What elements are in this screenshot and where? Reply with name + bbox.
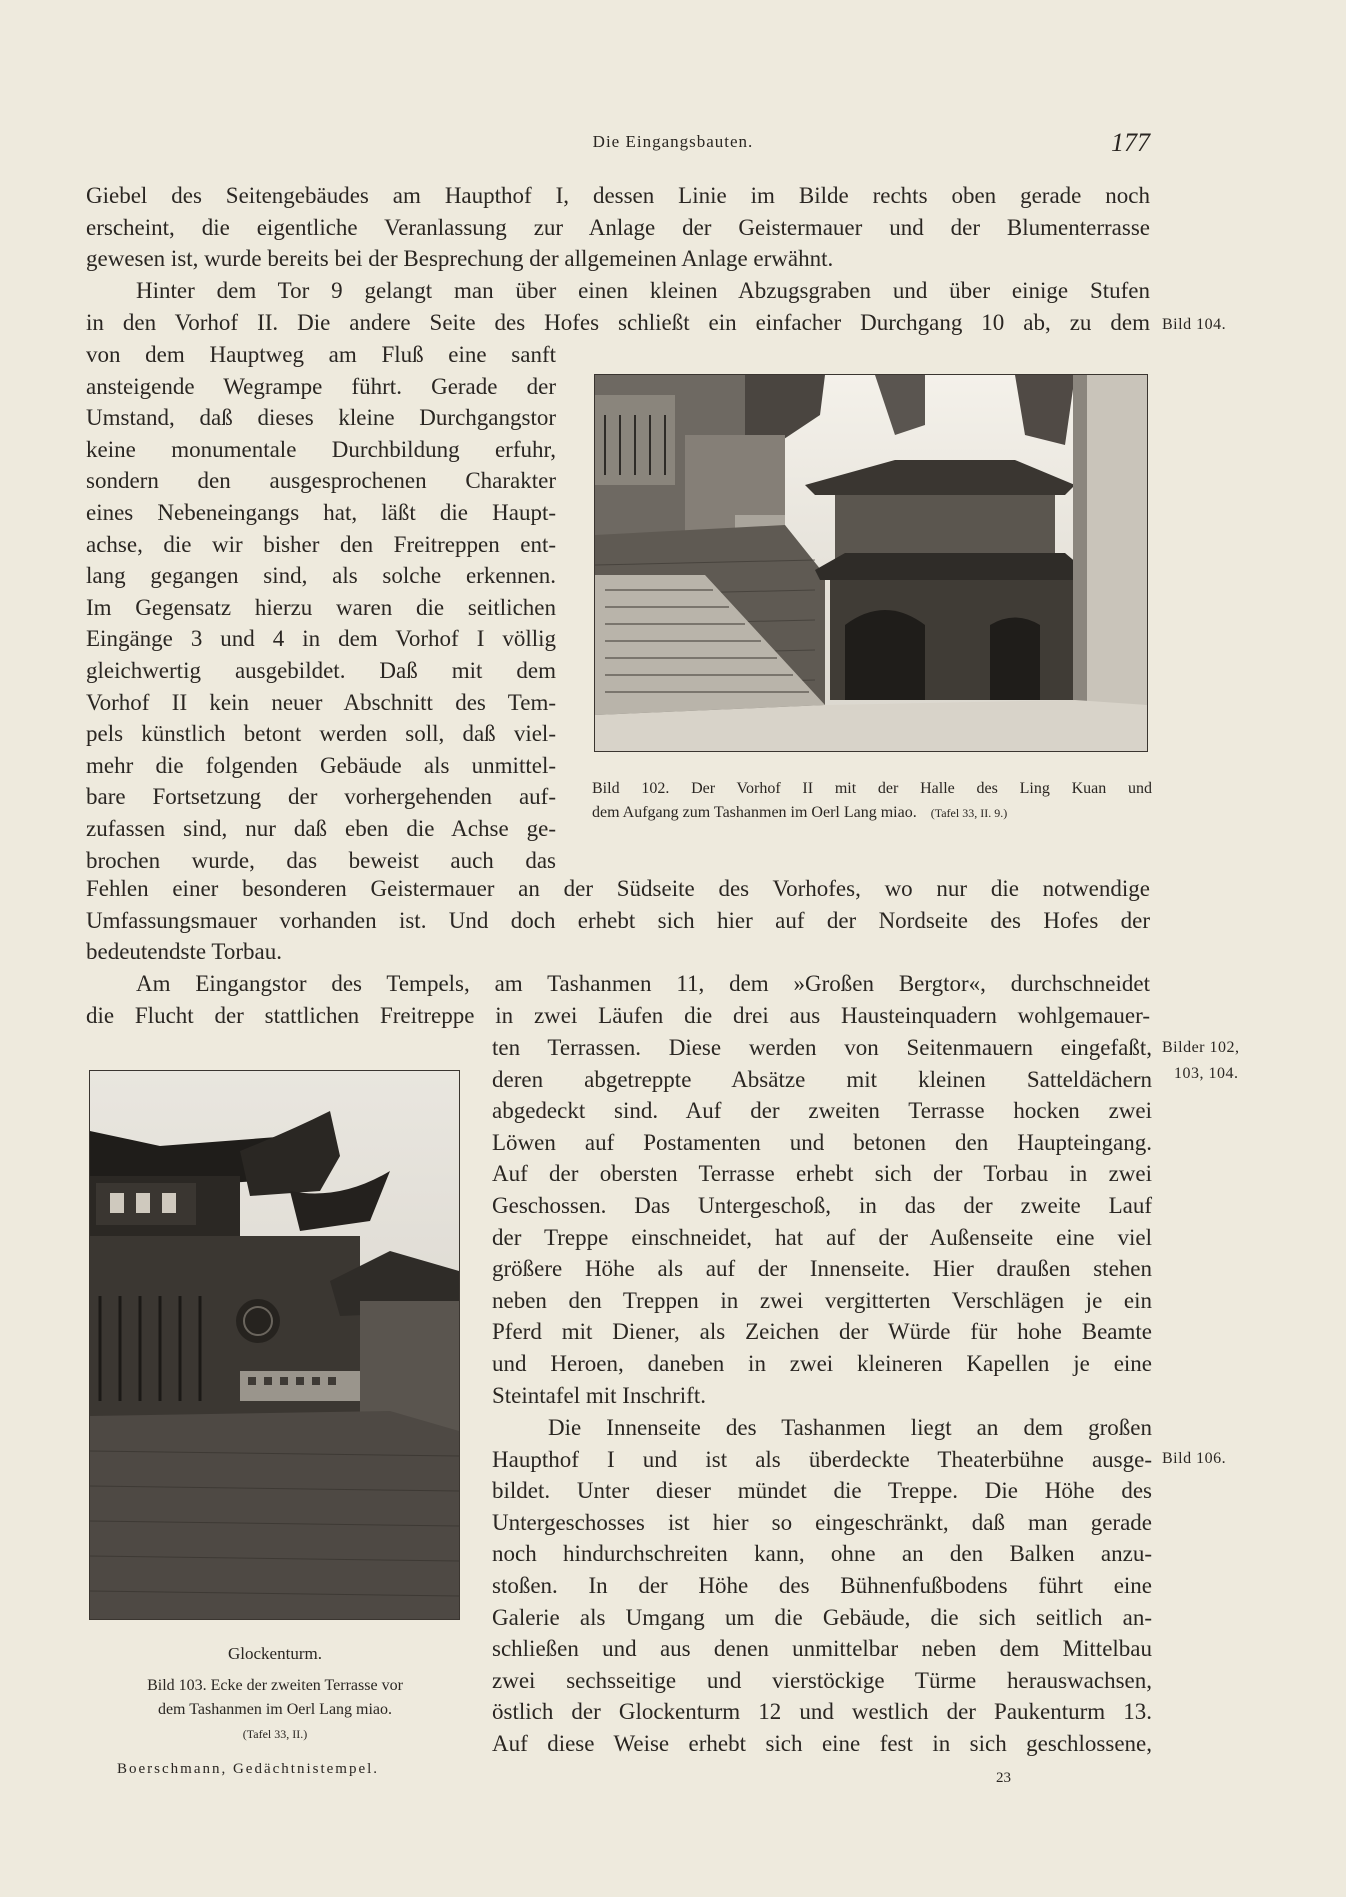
- paragraph-2-column: [86, 339, 556, 876]
- text-line: ansteigende Wegrampe führt. Gerade der: [86, 373, 556, 399]
- text-line: Im Gegensatz hierzu waren die seitlichen: [86, 594, 556, 620]
- text-line: eines Nebeneingangs hat, läßt die Haupt-: [86, 499, 556, 525]
- text-line: Am Eingangstor des Tempels, am Tashanmen 11, dem »Großen Bergtor«, durchschneidet: [136, 971, 1150, 996]
- running-head-title: Die Eingangsbauten.: [592, 132, 754, 151]
- paragraph-4-column: [492, 1412, 1152, 1760]
- caption-line: dem Tashanmen im Oerl Lang miao.: [157, 1701, 393, 1718]
- text-line: keine monumentale Durchbildung erfuhr,: [86, 436, 556, 462]
- running-head: [0, 128, 1346, 156]
- paragraph-2: [86, 275, 1150, 338]
- text-line: achse, die wir bisher den Freitreppen ent-: [86, 531, 556, 557]
- page-number: 177: [1111, 128, 1150, 157]
- text-line: stoßen. In der Höhe des Bühnenfußbodens führt eine: [492, 1572, 1152, 1598]
- text-line: Giebel des Seitengebäudes am Haupthof I, dessen Linie im Bilde rechts oben gerade noch: [86, 183, 1150, 208]
- text-line: gleichwertig ausgebildet. Daß mit dem: [86, 657, 556, 683]
- text-line: bare Fortsetzung der vorhergehenden auf-: [86, 784, 556, 810]
- text-line: in den Vorhof II. Die andere Seite des Hofes schließt ein einfacher Durchgang 10 ab, zu dem: [86, 309, 1150, 335]
- margin-note-bild-106: Bild 106.: [1162, 1450, 1227, 1467]
- text-line: Eingänge 3 und 4 in dem Vorhof I völlig: [86, 626, 556, 652]
- text-line: erscheint, die eigentliche Veranlassung zur Anlage der Geistermauer und der Blumenterrasse: [86, 214, 1150, 240]
- paragraph-1: [86, 180, 1150, 275]
- caption-line: dem Aufgang zum Tashanmen im Oerl Lang miao.: [592, 804, 917, 821]
- paragraph-3: [86, 968, 1150, 1031]
- text-line: abgedeckt sind. Auf der zweiten Terrasse hocken zwei: [492, 1098, 1152, 1124]
- text-line: gewesen ist, wurde bereits bei der Besprechung der allgemeinen Anlage erwähnt.: [86, 246, 834, 272]
- text-line: Auf der obersten Terrasse erhebt sich der Torbau in zwei: [492, 1161, 1152, 1187]
- text-line: Haupthof I und ist als überdeckte Theaterbühne ausge-: [492, 1446, 1152, 1472]
- text-line: Umstand, daß dieses kleine Durchgangstor: [86, 405, 556, 431]
- text-line: lang gegangen sind, als solche erkennen.: [86, 563, 556, 589]
- figure-103-photo: [89, 1070, 460, 1620]
- text-line: Untergeschosses ist hier so eingeschränkt, daß man gerade: [492, 1509, 1152, 1535]
- text-line: Umfassungsmauer vorhanden ist. Und doch erhebt sich hier auf der Nordseite des Hofes der: [86, 907, 1150, 933]
- paragraph-2-tail: [86, 873, 1150, 968]
- text-line: Vorhof II kein neuer Abschnitt des Tem-: [86, 689, 556, 715]
- text-line: Fehlen einer besonderen Geistermauer an der Südseite des Vorhofes, wo nur die notwendige: [86, 876, 1150, 901]
- text-line: brochen wurde, das beweist auch das: [86, 847, 556, 873]
- plate-reference: (Tafel 33, II. 9.): [930, 806, 1008, 820]
- text-line: deren abgetreppte Absätze mit kleinen Satteldächern: [492, 1066, 1152, 1092]
- text-line: sondern den ausgesprochenen Charakter: [86, 468, 556, 494]
- margin-note-bilder-103-104: 103, 104.: [1174, 1065, 1239, 1082]
- caption-title: Glockenturm.: [228, 1644, 322, 1663]
- margin-note-bild-104: Bild 104.: [1162, 316, 1227, 333]
- text-line: größere Höhe als auf der Innenseite. Hier draußen stehen: [492, 1256, 1152, 1282]
- caption-line: Bild 103. Ecke der zweiten Terrasse vor: [147, 1677, 403, 1694]
- footer-imprint: Boerschmann, Gedächtnistempel.: [117, 1761, 380, 1777]
- plate-reference: (Tafel 33, II.): [242, 1727, 308, 1741]
- signature-mark: 23: [996, 1770, 1011, 1786]
- text-line: Auf diese Weise erhebt sich eine fest in sich geschlossene,: [492, 1730, 1152, 1756]
- text-line: Löwen auf Postamenten und betonen den Haupteingang.: [492, 1129, 1152, 1155]
- text-line: ten Terrassen. Diese werden von Seitenmauern eingefaßt,: [492, 1035, 1152, 1060]
- text-line: östlich der Glockenturm 12 und westlich der Paukenturm 13.: [492, 1699, 1152, 1725]
- text-line: die Flucht der stattlichen Freitreppe in zwei Läufen die drei aus Hausteinquadern wohlgemauer-: [86, 1002, 1150, 1028]
- text-line: Hinter dem Tor 9 gelangt man über einen kleinen Abzugsgraben und über einige Stufen: [136, 278, 1150, 303]
- text-line: Steintafel mit Inschrift.: [492, 1382, 706, 1408]
- text-line: zwei sechsseitige und vierstöckige Türme herauswachsen,: [492, 1667, 1152, 1693]
- text-line: Die Innenseite des Tashanmen liegt an dem großen: [548, 1415, 1152, 1440]
- text-line: und Heroen, daneben in zwei kleineren Kapellen je eine: [492, 1350, 1152, 1376]
- text-line: bedeutendste Torbau.: [86, 939, 282, 965]
- text-line: mehr die folgenden Gebäude als unmittel-: [86, 752, 556, 778]
- bell-tower-image: [90, 1071, 459, 1619]
- text-line: zufassen sind, nur daß eben die Achse ge-: [86, 815, 556, 841]
- paragraph-3-column: [492, 1032, 1152, 1411]
- caption-line: Bild 102. Der Vorhof II mit der Halle des Ling Kuan und: [592, 780, 1152, 797]
- figure-103-caption: [86, 1642, 464, 1746]
- text-line: bildet. Unter dieser mündet die Treppe. Die Höhe des: [492, 1478, 1152, 1504]
- text-line: pels künstlich betont werden soll, daß viel-: [86, 721, 556, 747]
- text-line: Geschossen. Das Untergeschoß, in das der zweite Lauf: [492, 1192, 1152, 1218]
- temple-courtyard-image: [595, 375, 1147, 751]
- text-line: noch hindurchschreiten kann, ohne an den Balken anzu-: [492, 1541, 1152, 1567]
- text-line: Pferd mit Diener, als Zeichen der Würde für hohe Beamte: [492, 1319, 1152, 1345]
- text-line: der Treppe einschneidet, hat auf der Außenseite eine viel: [492, 1224, 1152, 1250]
- figure-102-photo: [594, 374, 1148, 752]
- text-line: Galerie als Umgang um die Gebäude, die sich seitlich an-: [492, 1604, 1152, 1630]
- text-line: schließen und aus denen unmittelbar neben dem Mittelbau: [492, 1636, 1152, 1662]
- text-line: neben den Treppen in zwei vergitterten Verschlägen je ein: [492, 1287, 1152, 1313]
- margin-note-bilder-102: Bilder 102,: [1162, 1039, 1240, 1056]
- figure-102-caption: [592, 777, 1152, 825]
- text-line: von dem Hauptweg am Fluß eine sanft: [86, 342, 556, 367]
